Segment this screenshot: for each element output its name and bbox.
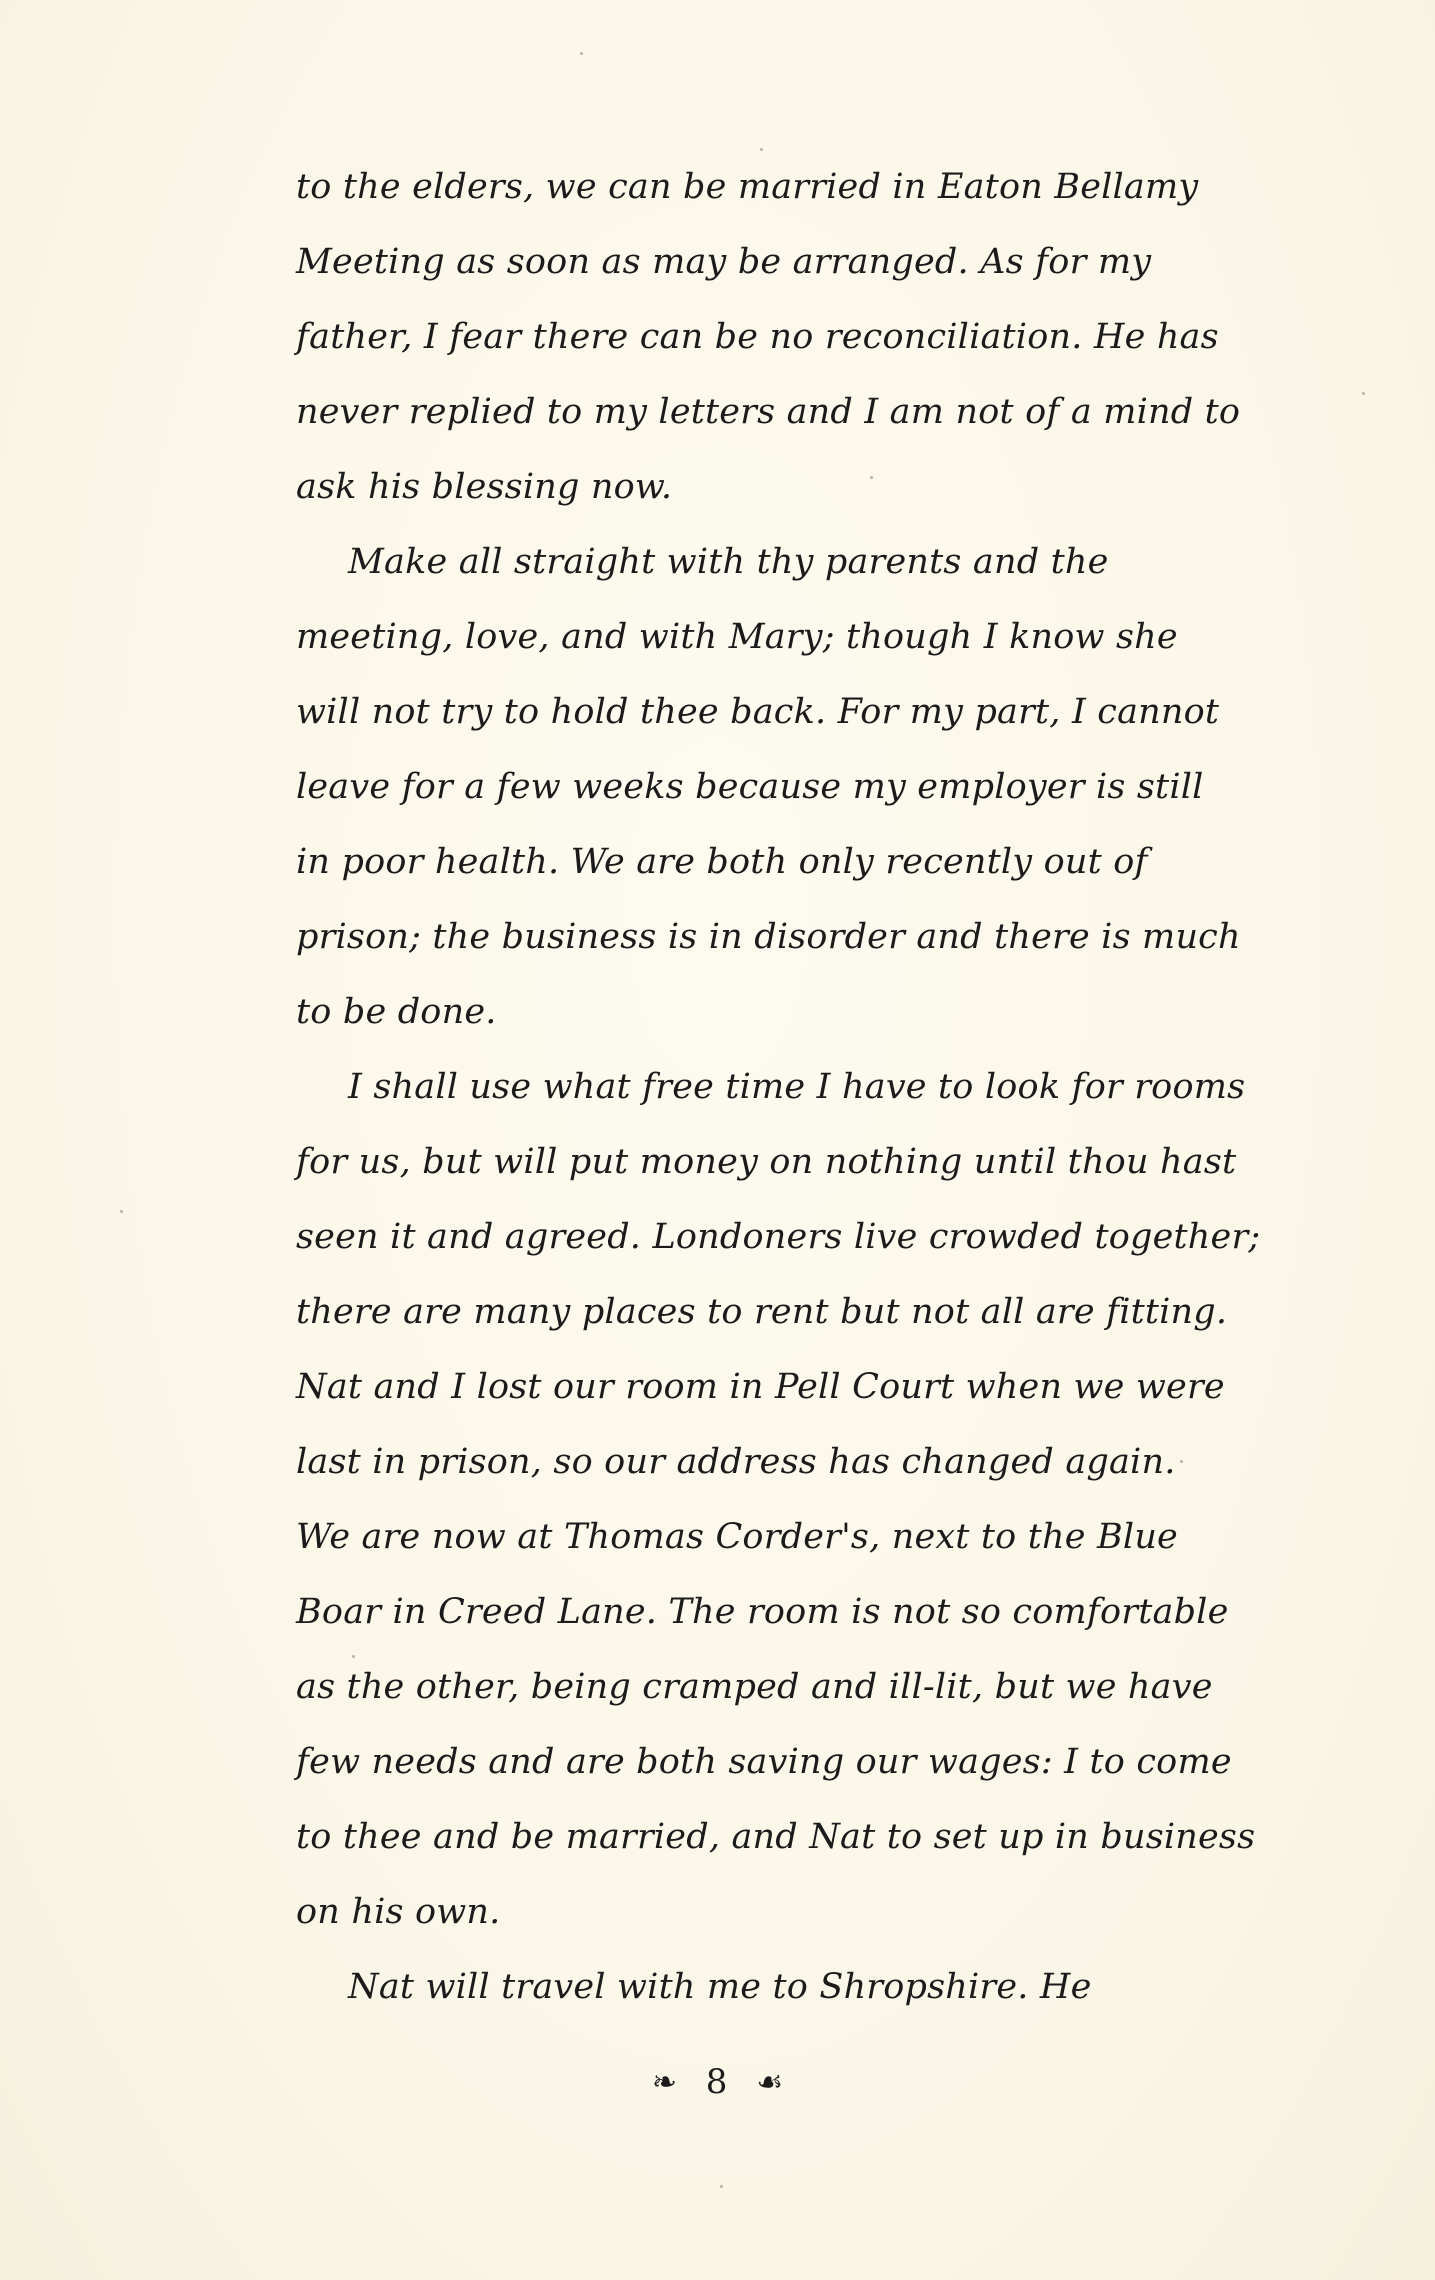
text-line: Nat will travel with me to Shropshire. He [348, 1967, 1092, 2007]
paper-speck [120, 1210, 123, 1213]
paper-speck [580, 52, 583, 55]
text-line: never replied to my letters and I am not of a mind to [296, 392, 1241, 432]
paper-speck [1180, 1460, 1183, 1463]
text-line: leave for a few weeks because my employer is still [296, 767, 1204, 807]
text-line: Boar in Creed Lane. The room is not so comfortable [296, 1592, 1229, 1632]
paper-speck [720, 2185, 723, 2188]
text-line: Make all straight with thy parents and the [348, 542, 1109, 582]
paper-speck [1362, 392, 1365, 395]
left-ornament-icon: ❧ [651, 2064, 677, 2100]
text-line: few needs and are both saving our wages: I to come [296, 1742, 1232, 1782]
text-line: in poor health. We are both only recently out of [296, 842, 1148, 882]
page-footer [0, 2060, 1435, 2102]
body-text [296, 150, 1261, 2025]
text-line: to the elders, we can be married in Eaton Bellamy [296, 167, 1199, 207]
text-line: there are many places to rent but not all are fitting. [296, 1292, 1228, 1332]
text-line: We are now at Thomas Corder's, next to the Blue [296, 1517, 1178, 1557]
text-line: seen it and agreed. Londoners live crowded together; [296, 1217, 1261, 1257]
text-line: prison; the business is in disorder and there is much [296, 917, 1241, 957]
right-ornament-icon: ☙ [756, 2064, 784, 2100]
text-line: Nat and I lost our room in Pell Court when we were [296, 1367, 1225, 1407]
paper-speck [352, 1655, 355, 1658]
text-line: meeting, love, and with Mary; though I know she [296, 617, 1178, 657]
text-line: to thee and be married, and Nat to set up in business [296, 1817, 1256, 1857]
page-number: 8 [705, 2062, 728, 2102]
text-line: on his own. [296, 1892, 501, 1932]
text-line: father, I fear there can be no reconciliation. He has [296, 317, 1219, 357]
text-line: ask his blessing now. [296, 467, 673, 507]
paper-speck [760, 148, 763, 151]
text-line: as the other, being cramped and ill-lit, but we have [296, 1667, 1213, 1707]
text-line: for us, but will put money on nothing until thou hast [296, 1142, 1237, 1182]
text-line: Meeting as soon as may be arranged. As for my [296, 242, 1152, 282]
text-line: I shall use what free time I have to look for rooms [348, 1067, 1246, 1107]
text-line: to be done. [296, 992, 497, 1032]
text-line: will not try to hold thee back. For my part, I cannot [296, 692, 1220, 732]
text-line: last in prison, so our address has changed again. [296, 1442, 1176, 1482]
paper-speck [870, 476, 873, 479]
